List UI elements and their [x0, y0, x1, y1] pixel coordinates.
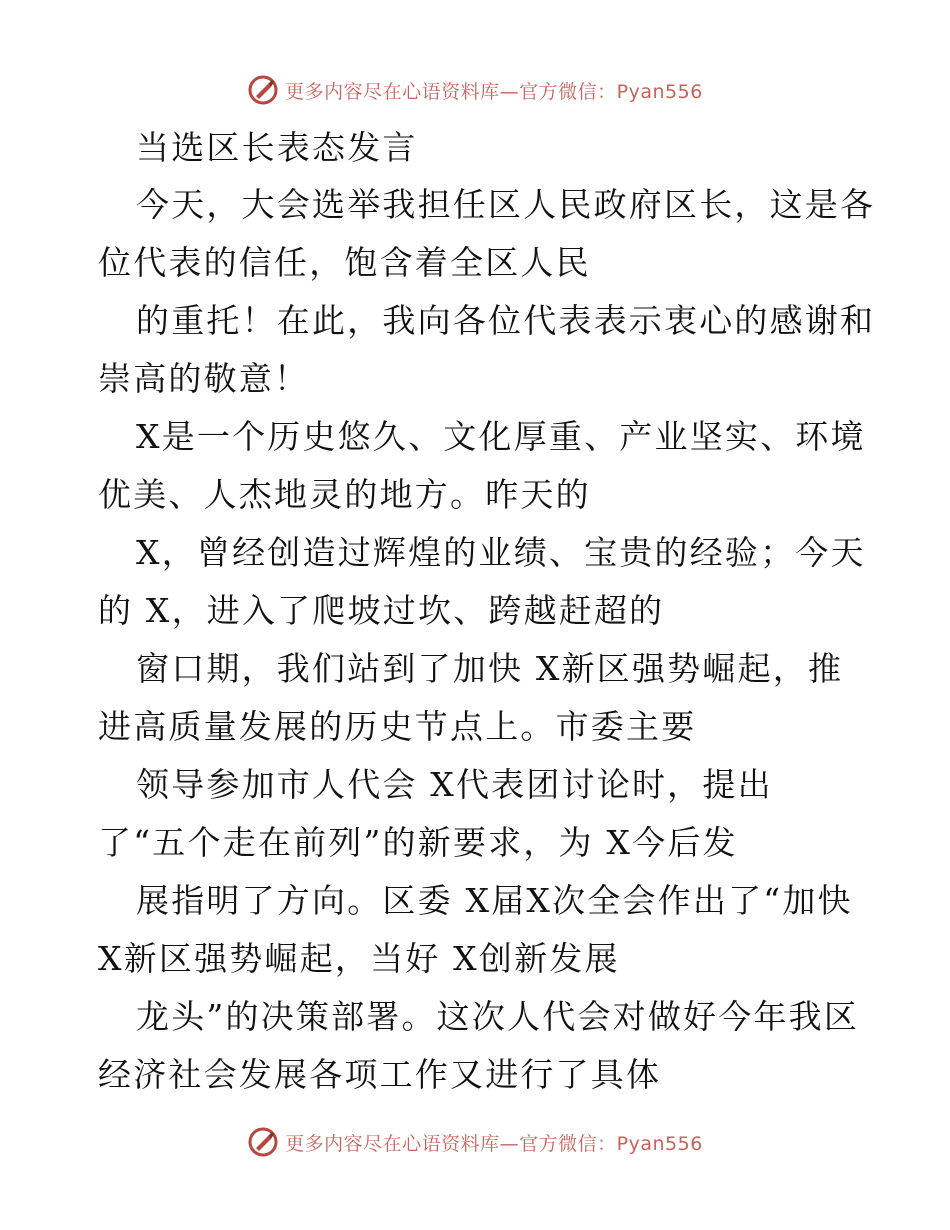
paragraph-line: 进高质量发展的历史节点上。市委主要 [98, 707, 697, 746]
paragraph-line: X，曾经创造过辉煌的业绩、宝贵的经验；今天 [136, 533, 866, 572]
paragraph-line: X是一个历史悠久、文化厚重、产业坚实、环境 [136, 417, 866, 456]
paragraph-line: X新区强势崛起，当好 X创新发展 [98, 939, 620, 978]
paragraph-line: 领导参加市人代会 X代表团讨论时，提出 [136, 765, 773, 804]
logo-icon [247, 1126, 279, 1158]
paragraph-line: 展指明了方向。区委 X届X次全会作出了“加快 [136, 881, 853, 920]
paragraph-line: 今天，大会选举我担任区人民政府区长，这是各 [136, 185, 876, 224]
watermark-text: 更多内容尽在心语资料库—官方微信：Pyan556 [285, 1132, 703, 1155]
paragraph-line: 的 X，进入了爬坡过坎、跨越赶超的 [98, 591, 665, 630]
paragraph-line: 的重托！在此，我向各位代表表示衷心的感谢和 [136, 301, 876, 340]
header-watermark [0, 70, 950, 110]
document-title: 当选区长表态发言 [136, 128, 418, 167]
paragraph-line: 崇高的敬意！ [98, 359, 310, 398]
paragraph-line: 了“五个走在前列”的新要求，为 X今后发 [98, 823, 738, 862]
paragraph-line: 位代表的信任，饱含着全区人民 [98, 243, 591, 282]
paragraph-line: 窗口期，我们站到了加快 X新区强势崛起，推 [136, 649, 844, 688]
paragraph-line: 经济社会发展各项工作又进行了具体 [98, 1055, 662, 1094]
paragraph-line: 龙头”的决策部署。这次人代会对做好今年我区 [136, 997, 860, 1036]
paragraph-line: 优美、人杰地灵的地方。昨天的 [98, 475, 591, 514]
watermark-text: 更多内容尽在心语资料库—官方微信：Pyan556 [285, 80, 703, 103]
logo-icon [247, 74, 279, 106]
footer-watermark [0, 1122, 950, 1162]
